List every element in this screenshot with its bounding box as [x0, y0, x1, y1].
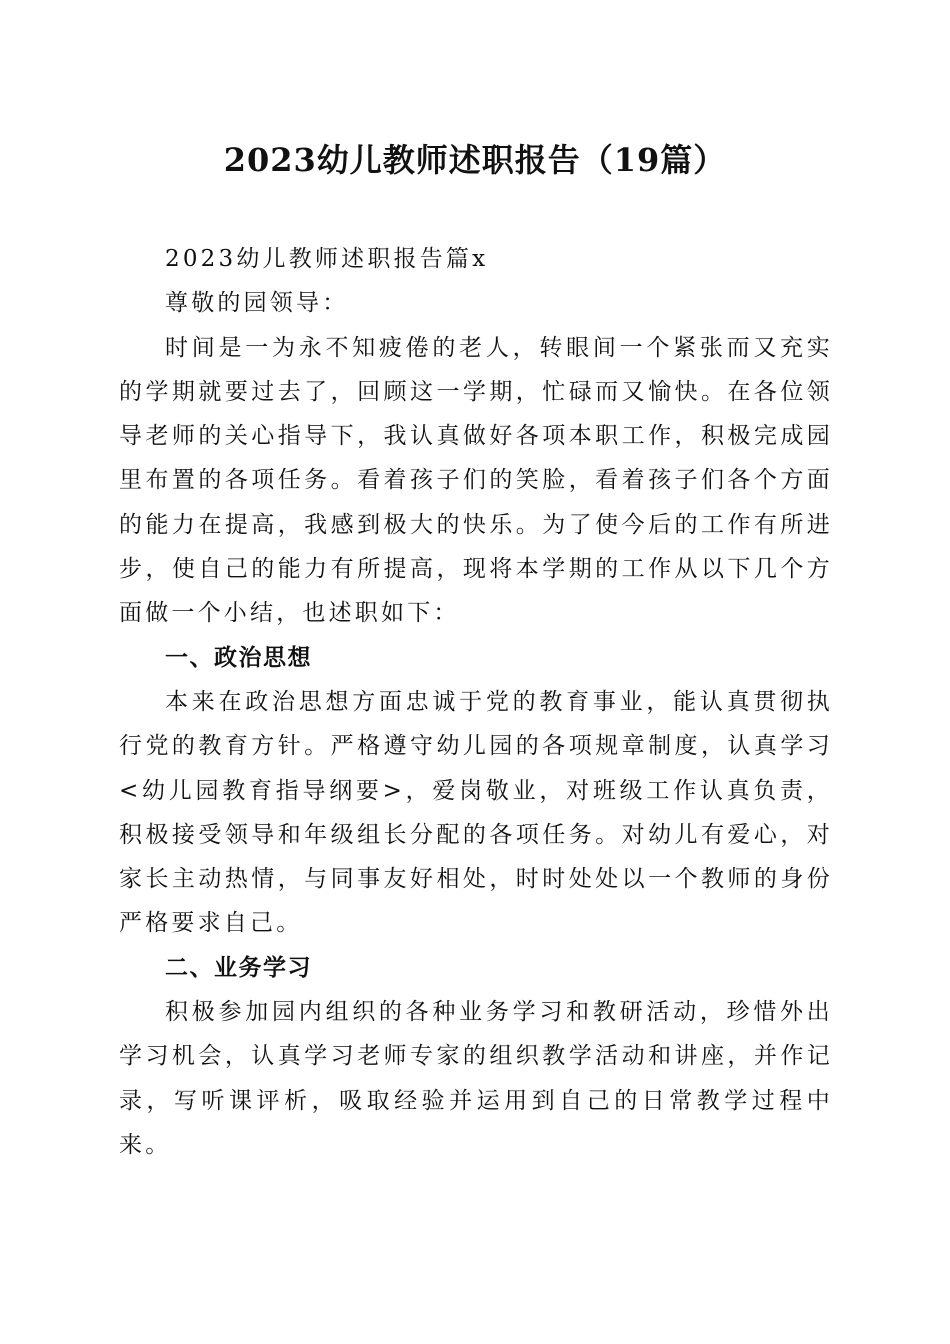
section-heading-study: 二、业务学习	[165, 954, 312, 981]
document-body	[119, 237, 833, 1167]
document-title: 2023幼儿教师述职报告（19篇）	[223, 141, 727, 179]
section-paragraph-political: 本来在政治思想方面忠诚于党的教育事业，能认真贯彻执行党的教育方针。严格遵守幼儿园的各项规章制度，认真学习<幼儿园教育指导纲要>，爱岗敬业，对班级工作认真负责，积极接受领导和年级组长分配的各项任务。对幼儿有爱心，对家长主动热情，与同事友好相处，时时处处以一个教师的身份严格要求自己。	[119, 688, 833, 937]
section-paragraph-study: 积极参加园内组织的各种业务学习和教研活动，珍惜外出学习机会，认真学习老师专家的组织教学活动和讲座，并作记录，写听课评析，吸取经验并运用到自己的日常教学过程中来。	[119, 999, 833, 1158]
report-subtitle: 2023幼儿教师述职报告篇x	[165, 246, 489, 272]
salutation: 尊敬的园领导：	[165, 290, 349, 317]
intro-paragraph: 时间是一为永不知疲倦的老人，转眼间一个紧张而又充实的学期就要过去了，回顾这一学期，忙碌而又愉快。在各位领导老师的关心指导下，我认真做好各项本职工作，积极完成园里布置的各项任务。看着孩子们的笑脸，看着孩子们各个方面的能力在提高，我感到极大的快乐。为了使今后的工作有所进步，使自己的能力有所提高，现将本学期的工作从以下几个方面做一个小结，也述职如下：	[119, 334, 833, 627]
section-heading-political: 一、政治思想	[165, 644, 312, 671]
